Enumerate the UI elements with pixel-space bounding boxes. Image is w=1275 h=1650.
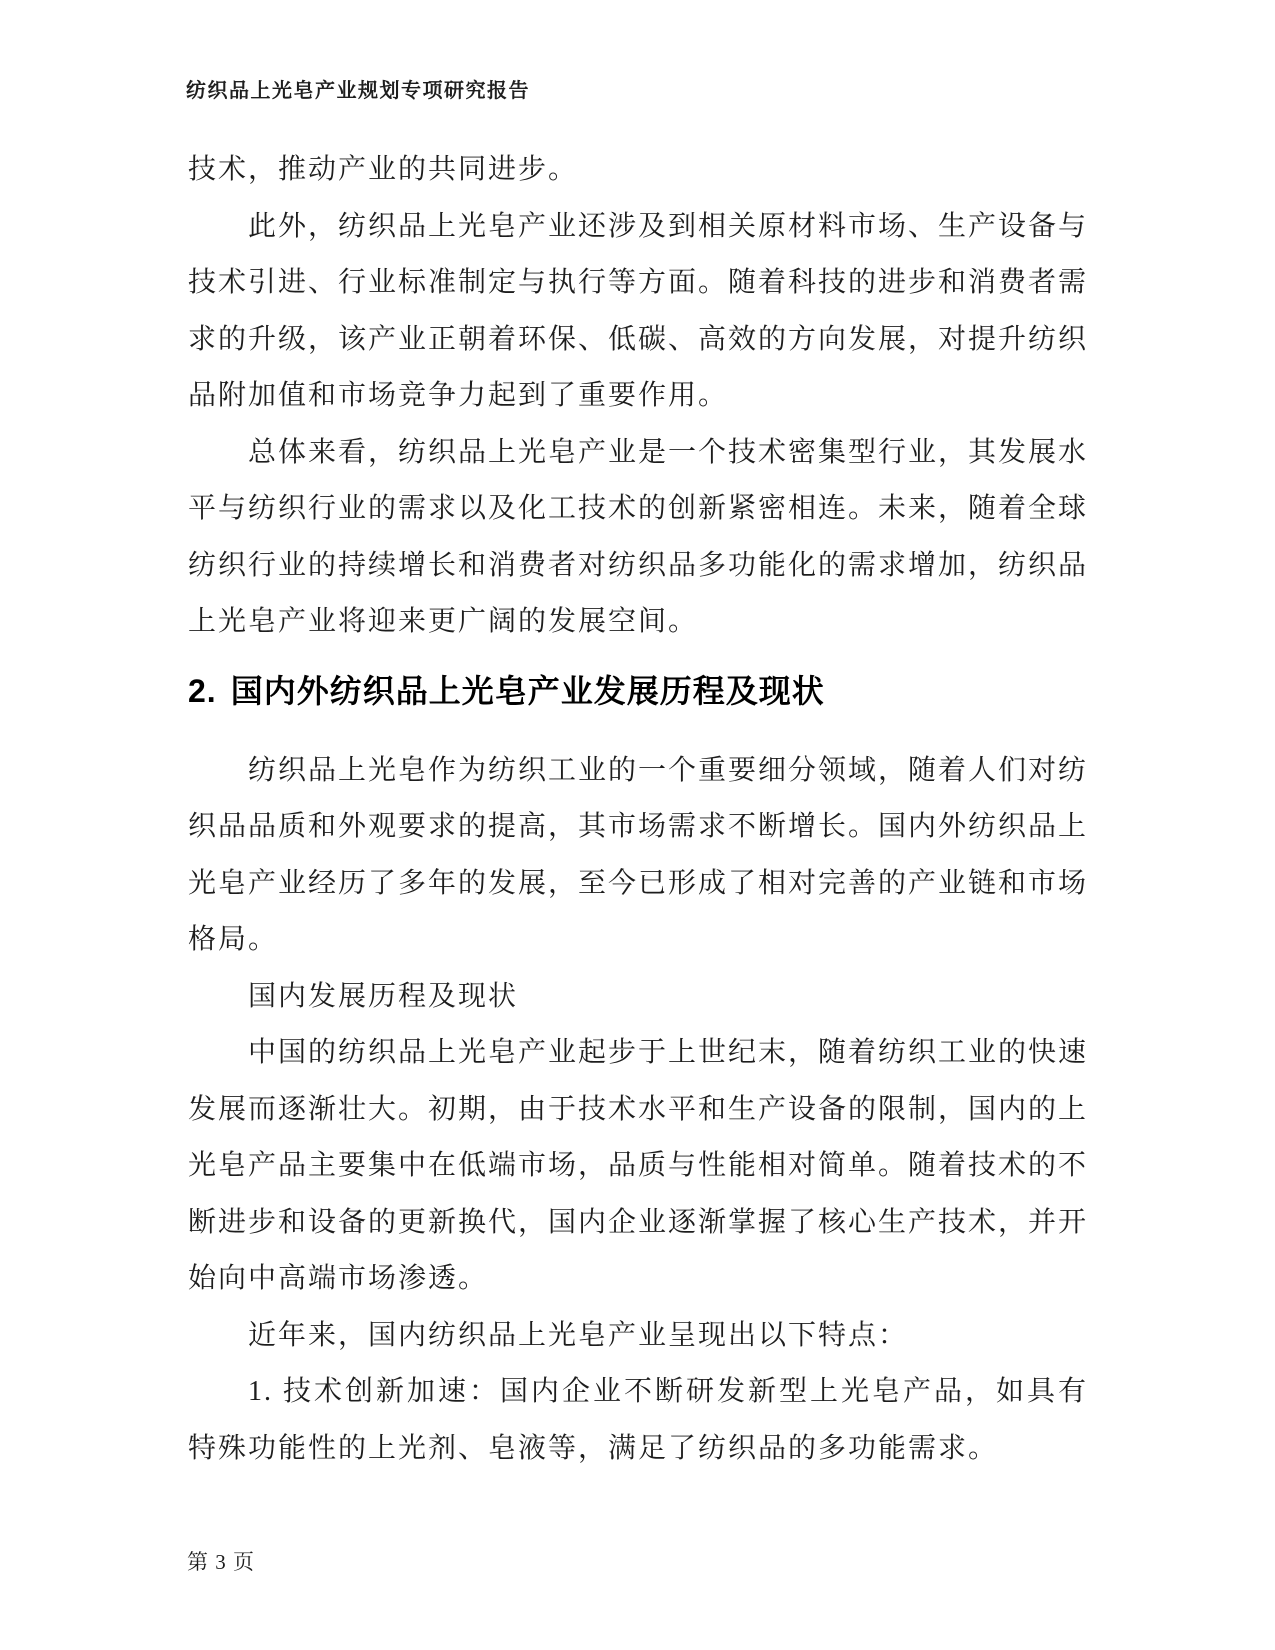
paragraph-domestic-history: 中国的纺织品上光皂产业起步于上世纪末，随着纺织工业的快速发展而逐渐壮大。初期，由于技术水平和生产设备的限制，国内的上光皂产品主要集中在低端市场，品质与性能相对简单。随着技术的不断进步和设备的更新换代，国内企业逐渐掌握了核心生产技术，并开始向中高端市场渗透。 xyxy=(188,1037,1089,1294)
paragraph-overall-view: 总体来看，纺织品上光皂产业是一个技术密集型行业，其发展水平与纺织行业的需求以及化工技术的创新紧密相连。未来，随着全球纺织行业的持续增长和消费者对纺织品多功能化的需求增加，纺织品上光皂产业将迎来更广阔的发展空间。 xyxy=(188,436,1089,637)
paragraph-domestic-subtitle: 国内发展历程及现状 xyxy=(248,980,519,1012)
section-heading-text: 国内外纺织品上光皂产业发展历程及现状 xyxy=(230,672,825,709)
page-footer: 第 3 页 xyxy=(187,1550,255,1574)
paragraph-feature-1: 1. 技术创新加速：国内企业不断研发新型上光皂产品，如具有特殊功能性的上光剂、皂液等，满足了纺织品的多功能需求。 xyxy=(188,1376,1088,1464)
document-body xyxy=(188,142,1088,1477)
paragraph-features-intro: 近年来，国内纺织品上光皂产业呈现出以下特点： xyxy=(248,1319,909,1351)
section-heading xyxy=(188,663,1088,719)
section-heading-number: 2. xyxy=(188,672,217,709)
page-header-title: 纺织品上光皂产业规划专项研究报告 xyxy=(186,80,530,102)
paragraph-related-markets: 此外，纺织品上光皂产业还涉及到相关原材料市场、生产设备与技术引进、行业标准制定与执行等方面。随着科技的进步和消费者需求的升级，该产业正朝着环保、低碳、高效的方向发展，对提升纺织品附加值和市场竞争力起到了重要作用。 xyxy=(188,210,1089,411)
paragraph-segment-intro: 纺织品上光皂作为纺织工业的一个重要细分领域，随着人们对纺织品品质和外观要求的提高，其市场需求不断增长。国内外纺织品上光皂产业经历了多年的发展，至今已形成了相对完善的产业链和市场格局。 xyxy=(188,754,1089,955)
paragraph-continuation: 技术，推动产业的共同进步。 xyxy=(188,154,579,185)
